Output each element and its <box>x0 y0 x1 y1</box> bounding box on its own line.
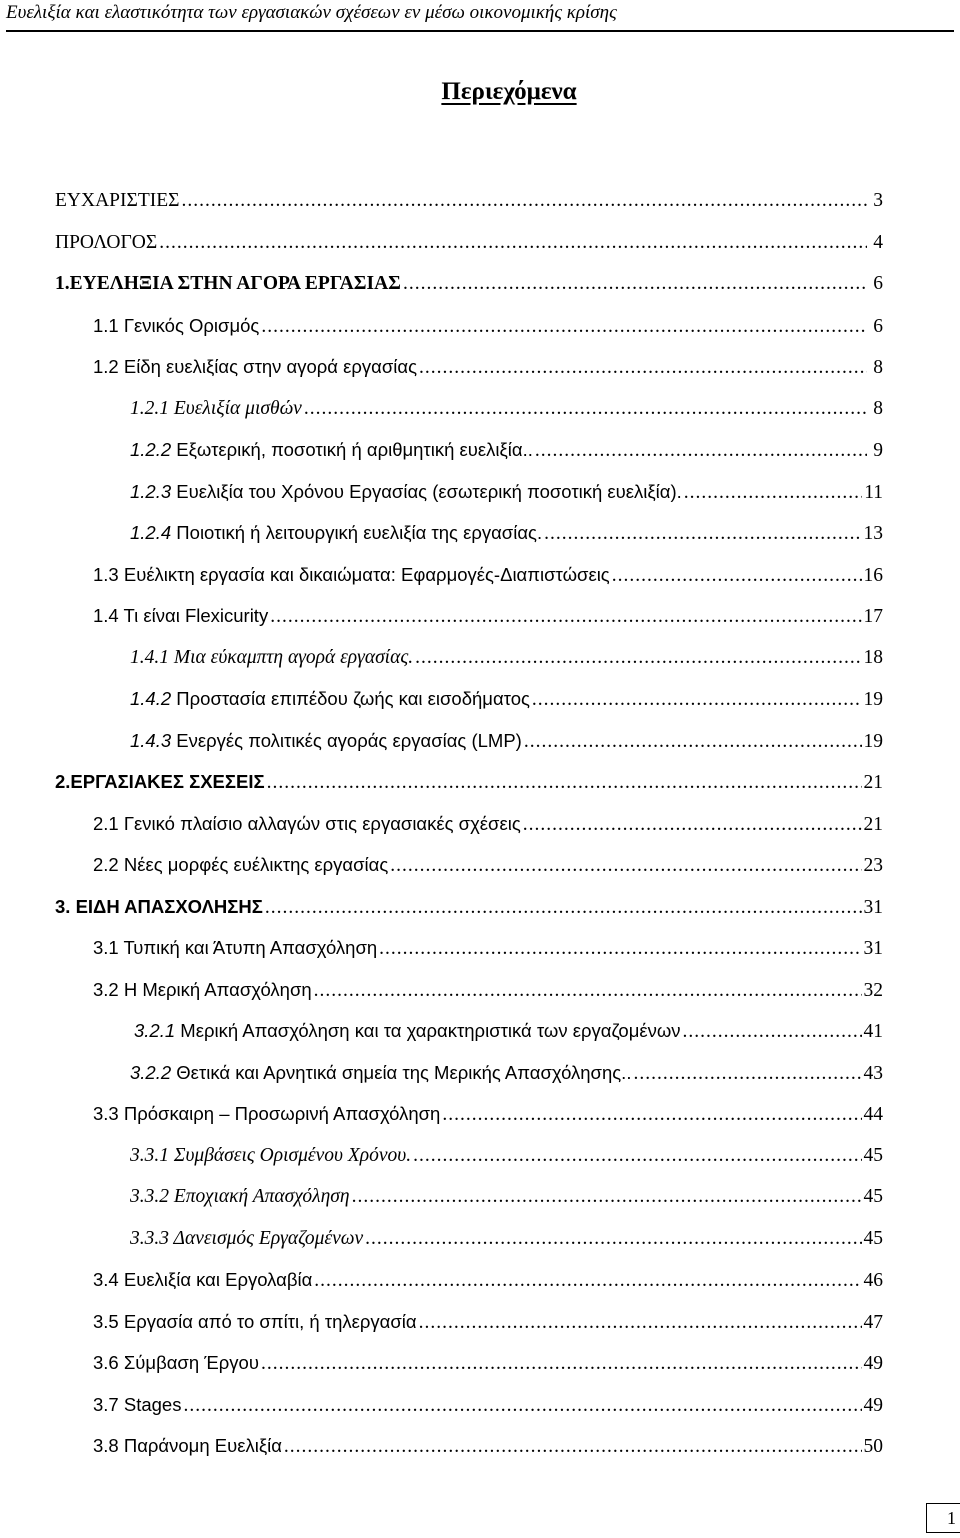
toc-entry[interactable] <box>93 976 883 1004</box>
toc-entry-page: 44 <box>863 1104 883 1125</box>
toc-entry-page: 16 <box>863 565 883 586</box>
toc-entry-label: 3.6 Σύμβαση Έργου <box>93 1352 259 1373</box>
leader-dots <box>419 354 867 382</box>
toc-entry-label: 3.4 Ευελιξία και Εργολαβία <box>93 1269 313 1290</box>
toc-entry-label: 1.4.1 Μια εύκαμπτη αγορά εργασίας. <box>130 647 414 668</box>
leader-dots <box>633 1060 861 1088</box>
toc-entry-page: 13 <box>863 523 883 544</box>
toc-entry-label: 3.3.2 Εποχιακή Απασχόληση <box>130 1186 350 1207</box>
toc-entry-label <box>130 478 682 506</box>
leader-dots <box>415 644 861 672</box>
toc-entry-page: 31 <box>863 897 883 918</box>
toc-heading <box>0 78 960 106</box>
toc-entry-page: 18 <box>863 647 883 668</box>
toc-entry-label <box>130 436 533 464</box>
toc-entry-page: 49 <box>863 1395 883 1416</box>
toc-entry[interactable] <box>93 1432 883 1460</box>
toc-entry[interactable] <box>130 727 883 755</box>
toc-entry-page: 4 <box>873 232 883 253</box>
toc-entry-label: 3.5 Εργασία από το σπίτι, ή τηλεργασία <box>93 1311 417 1332</box>
toc-entry-page: 21 <box>863 814 883 835</box>
toc-entry[interactable] <box>93 851 883 879</box>
toc-entry[interactable] <box>93 1391 883 1419</box>
leader-dots <box>314 1267 861 1295</box>
toc-entry[interactable] <box>130 1225 883 1253</box>
toc-entry-page: 32 <box>863 980 883 1001</box>
leader-dots <box>261 1350 862 1378</box>
toc-entry-label: ΠΡΟΛΟΓΟΣ <box>55 232 158 253</box>
toc-title: Περιεχόμενα <box>441 78 577 105</box>
toc-entry-page: 9 <box>873 440 883 461</box>
toc-entry-text: Μερική Απασχόληση και τα χαρακτηριστικά των εργαζομένων <box>175 1020 681 1041</box>
toc-entry-page: 45 <box>863 1145 883 1166</box>
toc-entry-label: 1.3 Ευέλικτη εργασία και δικαιώματα: Εφαρμογές-Διαπιστώσεις <box>93 564 610 585</box>
leader-dots <box>261 313 867 341</box>
toc-entry-page: 21 <box>863 772 883 793</box>
toc-entry[interactable] <box>93 312 883 340</box>
toc-entry[interactable] <box>134 1017 883 1045</box>
leader-dots <box>379 935 861 963</box>
toc-entry-number: 1.2.3 <box>130 481 172 502</box>
toc-entry-label <box>134 1017 681 1045</box>
leader-dots <box>683 1018 862 1046</box>
toc-entry-page: 49 <box>863 1353 883 1374</box>
toc-entry[interactable] <box>93 810 883 838</box>
toc-entry-number: 3.2.2 <box>130 1062 172 1083</box>
toc-entry[interactable] <box>55 893 883 921</box>
toc-entry-label: 3.3.1 Συμβάσεις Ορισμένου Χρόνου. <box>130 1145 412 1166</box>
toc-entry[interactable] <box>130 1142 883 1170</box>
toc-entry-label: 1.ΕΥΕΛΗΞΙΑ ΣΤΗΝ ΑΓΟΡΑ ΕΡΓΑΣΙΑΣ <box>55 273 401 294</box>
toc-entry-page: 19 <box>863 731 883 752</box>
toc-entry[interactable] <box>93 1266 883 1294</box>
toc-entry[interactable] <box>93 1349 883 1377</box>
toc-entry-number: 1.4.2 <box>130 688 172 709</box>
toc-entry-label: ΕΥΧΑΡΙΣΤΙΕΣ <box>55 190 180 211</box>
leader-dots <box>612 562 862 590</box>
leader-dots <box>267 769 862 797</box>
page-number: 1 <box>926 1503 960 1533</box>
toc-entry[interactable] <box>93 602 883 630</box>
toc-entry-page: 17 <box>863 606 883 627</box>
leader-dots <box>684 479 862 507</box>
toc-entry-text: Εξωτερική, ποσοτική ή αριθμητική ευελιξία.. <box>171 439 533 460</box>
leader-dots <box>182 187 867 215</box>
toc-entry-page: 47 <box>863 1312 883 1333</box>
toc-entry-text: Ενεργές πολιτικές αγοράς εργασίας (LMP) <box>171 730 522 751</box>
toc-entry[interactable] <box>130 519 883 547</box>
leader-dots <box>413 1142 861 1170</box>
toc-entry-label: 3.3.3 Δανεισμός Εργαζομένων <box>130 1228 364 1249</box>
toc-entry[interactable] <box>93 1308 883 1336</box>
toc-entry[interactable] <box>130 685 883 713</box>
toc-entry-label <box>130 1059 631 1087</box>
toc-entry[interactable] <box>130 644 883 672</box>
toc-entry-label: 3.7 Stages <box>93 1394 182 1415</box>
leader-dots <box>532 686 862 714</box>
toc-entry-page: 31 <box>863 938 883 959</box>
toc-entry-page: 11 <box>864 482 883 503</box>
toc-entry[interactable] <box>130 395 883 423</box>
leader-dots <box>365 1225 861 1253</box>
toc-entry-label: 3.2 Η Μερική Απασχόληση <box>93 979 312 1000</box>
toc-entry-page: 50 <box>863 1436 883 1457</box>
toc-entry-label <box>130 685 530 713</box>
toc-entry-label <box>130 727 522 755</box>
leader-dots <box>523 811 862 839</box>
leader-dots <box>390 852 861 880</box>
leader-dots <box>314 977 862 1005</box>
toc-entry[interactable] <box>55 229 883 257</box>
toc-entry-page: 45 <box>863 1186 883 1207</box>
toc-entry-label: 3.3 Πρόσκαιρη – Προσωρινή Απασχόληση <box>93 1103 441 1124</box>
toc-entry[interactable] <box>55 270 883 298</box>
toc-entry-label: 3.1 Τυπική και Άτυπη Απασχόληση <box>93 937 378 958</box>
toc-entry[interactable] <box>130 478 883 506</box>
toc-entry-page: 6 <box>873 316 883 337</box>
toc-entry-label: 1.4 Τι είναι Flexicurity <box>93 605 269 626</box>
running-header: Ευελιξία και ελαστικότητα των εργασιακών σχέσεων εν μέσω οικονομικής κρίσης <box>6 0 954 32</box>
toc-entry-label: 2.ΕΡΓΑΣΙΑΚΕΣ ΣΧΕΣΕΙΣ <box>55 771 265 792</box>
toc-entry-page: 46 <box>863 1270 883 1291</box>
toc-entry-number: 1.2.2 <box>130 439 172 460</box>
leader-dots <box>419 1309 862 1337</box>
leader-dots <box>304 395 867 423</box>
toc-entry-page: 23 <box>863 855 883 876</box>
toc-entry-label: 3. ΕΙΔΗ ΑΠΑΣΧΟΛΗΣΗΣ <box>55 896 263 917</box>
leader-dots <box>524 728 862 756</box>
toc-entry-number: 3.2.1 <box>134 1020 176 1041</box>
toc-entry-page: 19 <box>863 689 883 710</box>
toc-entry-label: 1.2 Είδη ευελιξίας στην αγορά εργασίας <box>93 356 418 377</box>
leader-dots <box>535 437 867 465</box>
toc-entry-text: Προστασία επιπέδου ζωής και εισοδήματος <box>171 688 530 709</box>
toc-entry[interactable] <box>93 934 883 962</box>
toc-entry[interactable] <box>93 561 883 589</box>
toc-entry-label: 1.1 Γενικός Ορισμός <box>93 315 260 336</box>
toc-entry-label: 3.8 Παράνομη Ευελιξία <box>93 1435 282 1456</box>
leader-dots <box>544 520 861 548</box>
toc-entry-number: 1.4.3 <box>130 730 172 751</box>
toc-entry[interactable] <box>130 436 883 464</box>
toc-entry-page: 43 <box>863 1063 883 1084</box>
toc-entry[interactable] <box>130 1183 883 1211</box>
toc-entry[interactable] <box>55 768 883 796</box>
toc-entry-page: 8 <box>873 357 883 378</box>
toc-entry-page: 8 <box>873 398 883 419</box>
toc-entry-text: Θετικά και Αρνητικά σημεία της Μερικής Απασχόλησης.. <box>171 1062 632 1083</box>
toc-entry-text: Ποιοτική ή λειτουργική ευελιξία της εργασίας. <box>171 522 543 543</box>
leader-dots <box>442 1101 861 1129</box>
toc-entry-page: 3 <box>873 190 883 211</box>
toc-entry-page: 6 <box>873 273 883 294</box>
toc-entry-text: Ευελιξία του Χρόνου Εργασίας (εσωτερική ποσοτική ευελιξία). <box>171 481 682 502</box>
leader-dots <box>159 229 867 257</box>
toc-entry-label <box>130 519 542 547</box>
toc-entry[interactable] <box>93 353 883 381</box>
leader-dots <box>352 1183 862 1211</box>
toc-entry-label: 2.2 Νέες μορφές ευέλικτης εργασίας <box>93 854 389 875</box>
leader-dots <box>270 603 861 631</box>
toc-entry-page: 45 <box>863 1228 883 1249</box>
leader-dots <box>284 1433 862 1461</box>
toc-entry-page: 41 <box>863 1021 883 1042</box>
leader-dots <box>265 894 862 922</box>
leader-dots <box>403 270 867 298</box>
toc-entry[interactable] <box>55 187 883 215</box>
toc-entry[interactable] <box>130 1059 883 1087</box>
toc-entry-number: 1.2.4 <box>130 522 172 543</box>
toc-entry[interactable] <box>93 1100 883 1128</box>
leader-dots <box>183 1392 861 1420</box>
toc-entry-label: 2.1 Γενικό πλαίσιο αλλαγών στις εργασιακές σχέσεις <box>93 813 521 834</box>
toc-entry-label: 1.2.1 Ευελιξία μισθών <box>130 398 302 419</box>
